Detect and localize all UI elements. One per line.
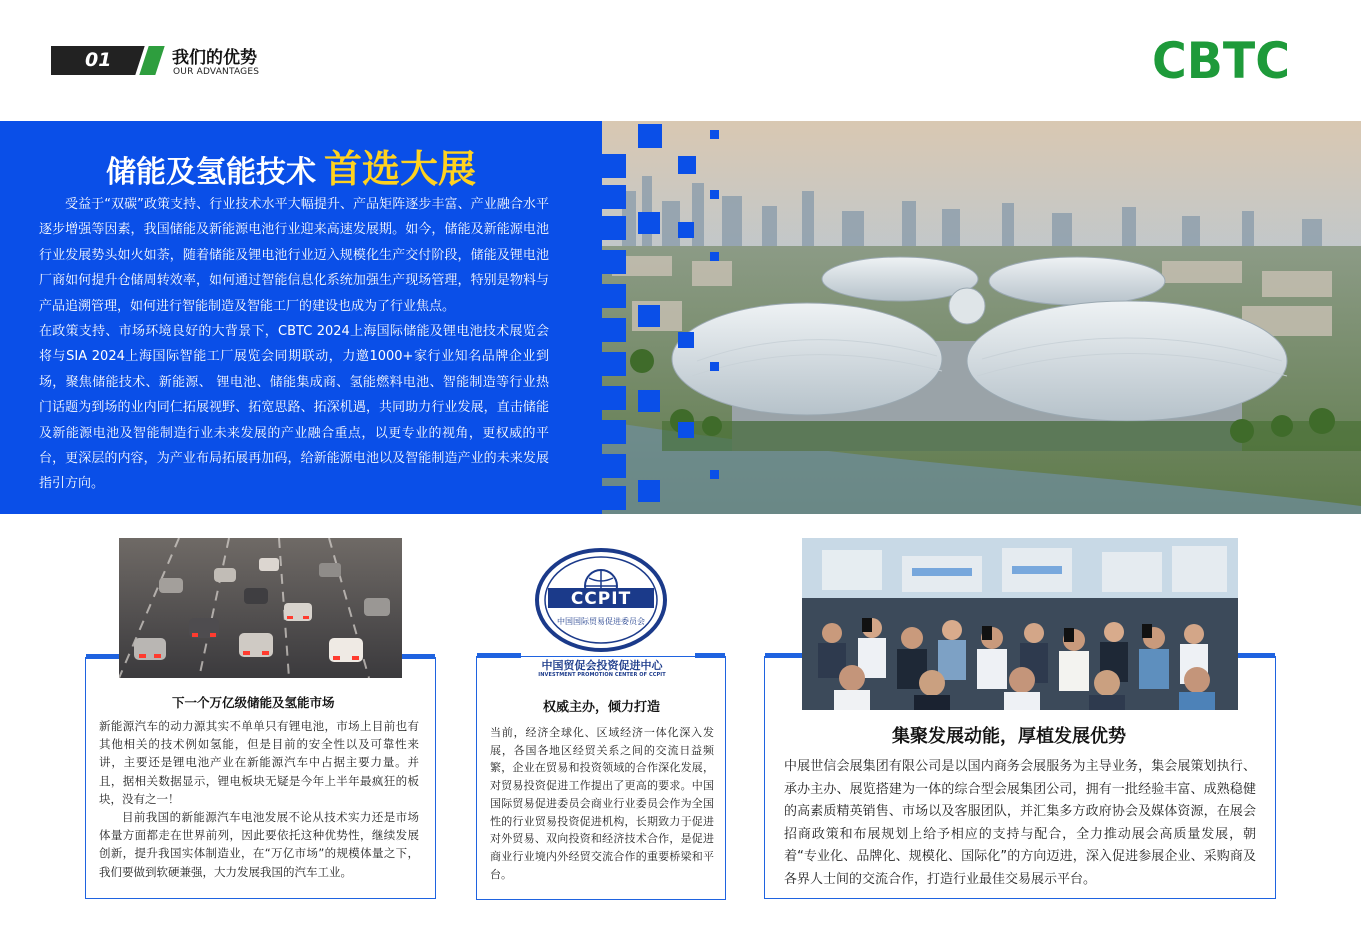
card-2-text: [490, 724, 714, 883]
hero-paragraph: 受益于“双碳”政策支持、行业技术水平大幅提升、产品矩阵逐步丰富、产业融合水平逐步增强等因素，我国储能及新能源电池行业迎来高速发展期。如今，储能及新能源电池行业发展势头如火如荼，随着储能及锂电池行业迈入规模化生产交付阶段，储能及锂电池厂商如何提升仓储周转效率，如何通过智能信息化系统加强生产现场管理，特别是物料与产品追溯管理，如何进行智能制造及智能工厂的建设也成为了行业焦点。: [39, 197, 549, 314]
conference-audience-photo: [802, 538, 1238, 710]
ccpit-org-name-cn: 中国贸促会投资促进中心: [541, 659, 663, 672]
hero-title-main: 储能及氢能技术: [106, 155, 316, 190]
cbtc-logo-text: CBTC: [1152, 38, 1290, 82]
hero-paragraph: 在政策支持、市场环境良好的大背景下，CBTC 2024上海国际储能及锂电池技术展览会将与SIA 2024上海国际智能工厂展览会同期联动，力邀1000+家行业知名品牌企业到场，聚焦储能技术、新能源、 锂电池、储能集成商、氢能燃料电池、智能制造等行业热门话题为到场的业内同仁拓展视野、拓宽思路、拓深机遇，共同助力行业发展，直击储能及新能源电池及智能制造行业未来发展的产业融合重点，以更专业的视角，更权威的平台，更深层的内容，为产业布局拓展再加码，给新能源电池以及智能制造产业的未来发展指引方向。: [39, 324, 550, 492]
card-1-paragraph: 新能源汽车的动力源其实不单单只有锂电池，市场上目前也有其他相关的技术例如氢能，但是目前的安全性以及可靠性来讲，主要还是锂电池产业在新能源汽车中占据主要力量。并且，据相关数据显示，锂电板块无疑是今年上半年最疯狂的板块，没有之一！: [99, 719, 419, 806]
card-1-text: [99, 717, 419, 881]
card-1-paragraph: 目前我国的新能源汽车电池发展不论从技术实力还是市场体量方面都走在世界前列，因此要依托这种优势性，继续发展创新，提升我国实体制造业，在“万亿市场”的规模体量之下，我们要做到软硬兼强，大力发展我国的汽车工业。: [99, 810, 419, 879]
card-2-paragraph: 当前，经济全球化、区域经济一体化深入发展，各国各地区经贸关系之间的交流日益频繁，企业在贸易和投资领域的合作深化发展，对贸易投资促进工作提出了更高的要求。中国国际贸易促进委员会商业行业委员会作为全国性的行业贸易投资促进机构，长期致力于促进对外贸易、双向投资和经济技术合作，是促进商业行业境内外经贸交流合作的重要桥梁和平台。: [490, 726, 714, 881]
section-subtitle: OUR ADVANTAGES: [173, 67, 260, 77]
card-1-title: 下一个万亿级储能及氢能市场: [172, 695, 335, 710]
section-title: 我们的优势: [172, 48, 257, 68]
ccpit-logo-chinese: 中国国际贸易促进委员会: [557, 617, 645, 626]
card-3-paragraph: 中展世信会展集团有限公司是以国内商务会展服务为主导业务，集会展策划执行、承办主办、展览搭建为一体的综合型会展集团公司，拥有一批经验丰富、成熟稳健的高素质精英销售、市场以及客服团队，并汇集多方政府协会及媒体资源，在展会招商政策和布展规划上给予相应的支持与配合，全力推动展会高质量发展，朝着“专业化、品牌化、规模化、国际化”的方向迈进，深入促进参展企业、采购商及各界人士间的交流合作，打造行业最佳交易展示平台。: [784, 759, 1256, 887]
section-number: 01: [85, 49, 112, 71]
card-3-title: 集聚发展动能，厚植发展优势: [892, 726, 1126, 747]
ccpit-logo-text: CCPIT: [570, 589, 632, 609]
hero-body-text: [39, 192, 549, 497]
highway-traffic-photo: [119, 538, 402, 678]
cbtc-logo: [1152, 38, 1290, 82]
exhibition-center-photo: [602, 121, 1361, 514]
ccpit-logo: [534, 546, 668, 654]
card-3-text: [784, 756, 1256, 892]
hero-title: [106, 138, 476, 193]
hero-title-highlight: 首选大展: [324, 147, 477, 191]
card-2-title: 权威主办，倾力打造: [543, 700, 661, 715]
ccpit-org-name-en: INVESTMENT PROMOTION CENTER OF CCPIT: [538, 672, 666, 678]
